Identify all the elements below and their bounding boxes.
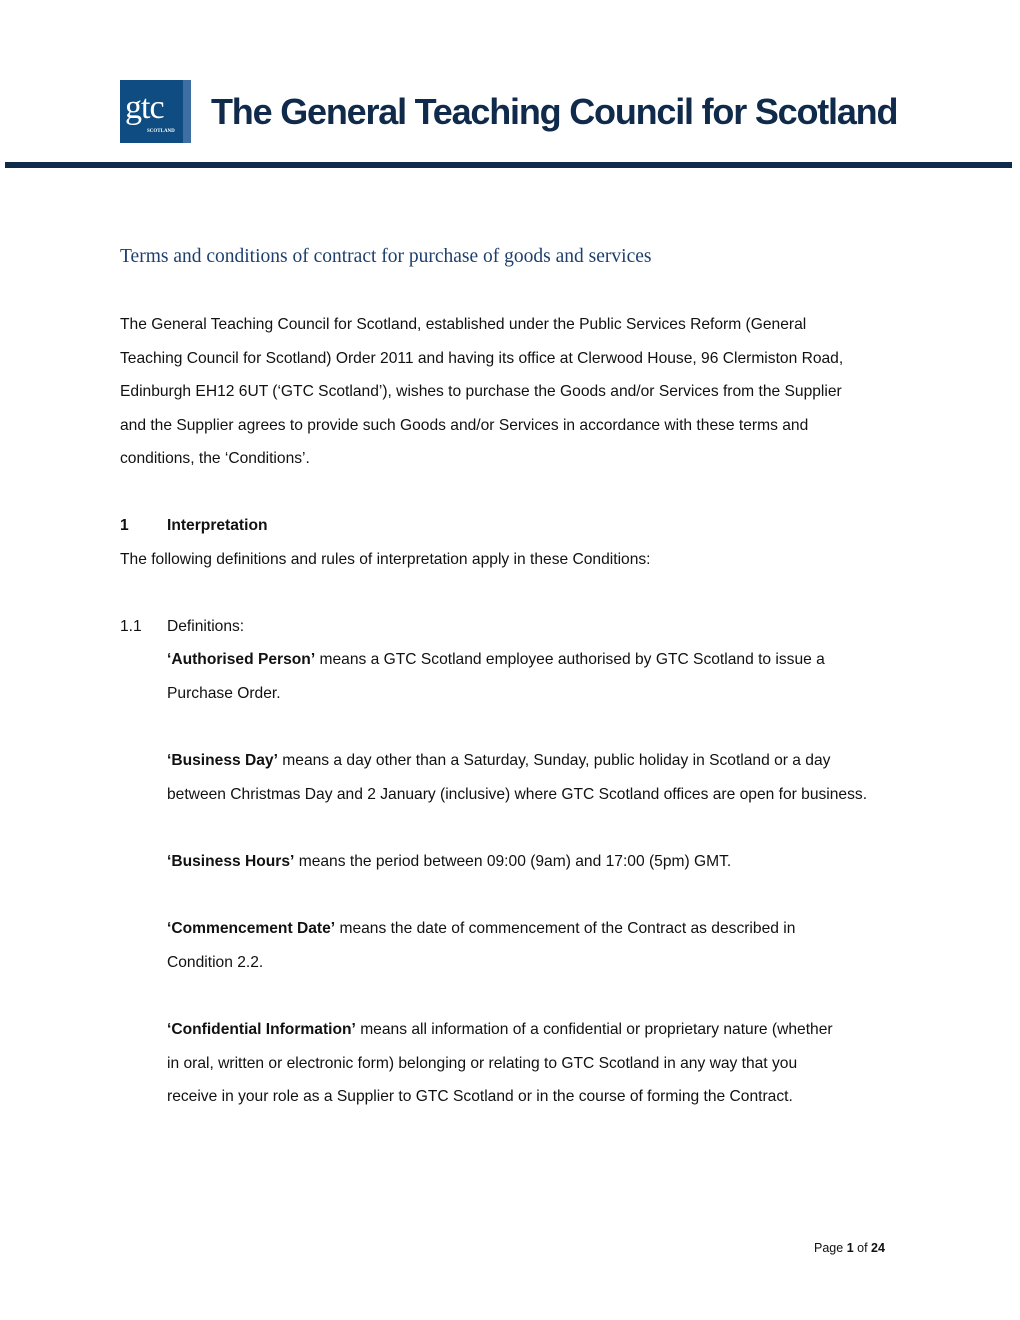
text-line: Edinburgh EH12 6UT (‘GTC Scotland’), wishes to purchase the Goods and/or Services from the Supplier bbox=[120, 383, 842, 401]
definition-term: ‘Authorised Person’ bbox=[167, 651, 316, 668]
definition-text: means the period between 09:00 (9am) and 17:00 (5pm) GMT. bbox=[294, 853, 732, 870]
definition-commencement-date bbox=[167, 912, 795, 979]
page-prefix: Page bbox=[814, 1241, 844, 1255]
definition-text: means the date of commencement of the Contract as described in bbox=[335, 920, 796, 937]
logo-stripe bbox=[183, 80, 191, 143]
logo-text: gtc bbox=[125, 89, 164, 126]
definition-text: means all information of a confidential or proprietary nature (whether bbox=[355, 1021, 833, 1038]
definition-business-hours bbox=[167, 845, 731, 879]
definition-text: means a day other than a Saturday, Sunday, public holiday in Scotland or a day bbox=[277, 752, 831, 769]
page-total: 24 bbox=[871, 1241, 885, 1255]
text-line: conditions, the ‘Conditions’. bbox=[120, 450, 310, 468]
gtc-logo bbox=[120, 80, 191, 143]
definition-confidential-information bbox=[167, 1013, 833, 1114]
definition-term: ‘Commencement Date’ bbox=[167, 920, 336, 937]
page-number bbox=[814, 1241, 885, 1255]
definition-text: between Christmas Day and 2 January (inclusive) where GTC Scotland offices are open for business. bbox=[167, 785, 868, 803]
section-number: 1 bbox=[120, 517, 129, 534]
definition-text: in oral, written or electronic form) belonging or relating to GTC Scotland in any way that you bbox=[167, 1054, 798, 1072]
logo-subtext: SCOTLAND bbox=[147, 129, 175, 134]
organisation-name: The General Teaching Council for Scotland bbox=[211, 91, 898, 132]
intro-paragraph bbox=[120, 308, 843, 476]
subsection-number: 1.1 bbox=[120, 618, 142, 635]
section-heading: Interpretation bbox=[167, 517, 268, 534]
definition-authorised-person bbox=[167, 643, 825, 710]
page-of: of bbox=[857, 1241, 868, 1255]
definition-text: Purchase Order. bbox=[167, 684, 281, 702]
text-line: The General Teaching Council for Scotland, established under the Public Services Reform (General bbox=[120, 316, 807, 333]
definition-term: ‘Confidential Information’ bbox=[167, 1021, 356, 1038]
subsection-label: Definitions: bbox=[167, 618, 245, 635]
definition-term: ‘Business Day’ bbox=[167, 752, 278, 769]
definition-text: Condition 2.2. bbox=[167, 953, 264, 971]
definition-business-day bbox=[167, 744, 867, 811]
section-lead: The following definitions and rules of interpretation apply in these Conditions: bbox=[120, 551, 651, 568]
text-line: Teaching Council for Scotland) Order 2011 and having its office at Clerwood House, 96 Clermiston Road, bbox=[120, 349, 844, 367]
definition-text: means a GTC Scotland employee authorised by GTC Scotland to issue a bbox=[315, 651, 825, 668]
definition-text: receive in your role as a Supplier to GTC Scotland or in the course of forming the Contract. bbox=[167, 1088, 793, 1106]
header-divider bbox=[5, 162, 1012, 168]
text-line: and the Supplier agrees to provide such Goods and/or Services in accordance with these terms and bbox=[120, 416, 809, 434]
page-current: 1 bbox=[846, 1241, 854, 1255]
document-title: Terms and conditions of contract for purchase of goods and services bbox=[120, 246, 652, 267]
definition-term: ‘Business Hours’ bbox=[167, 853, 295, 870]
